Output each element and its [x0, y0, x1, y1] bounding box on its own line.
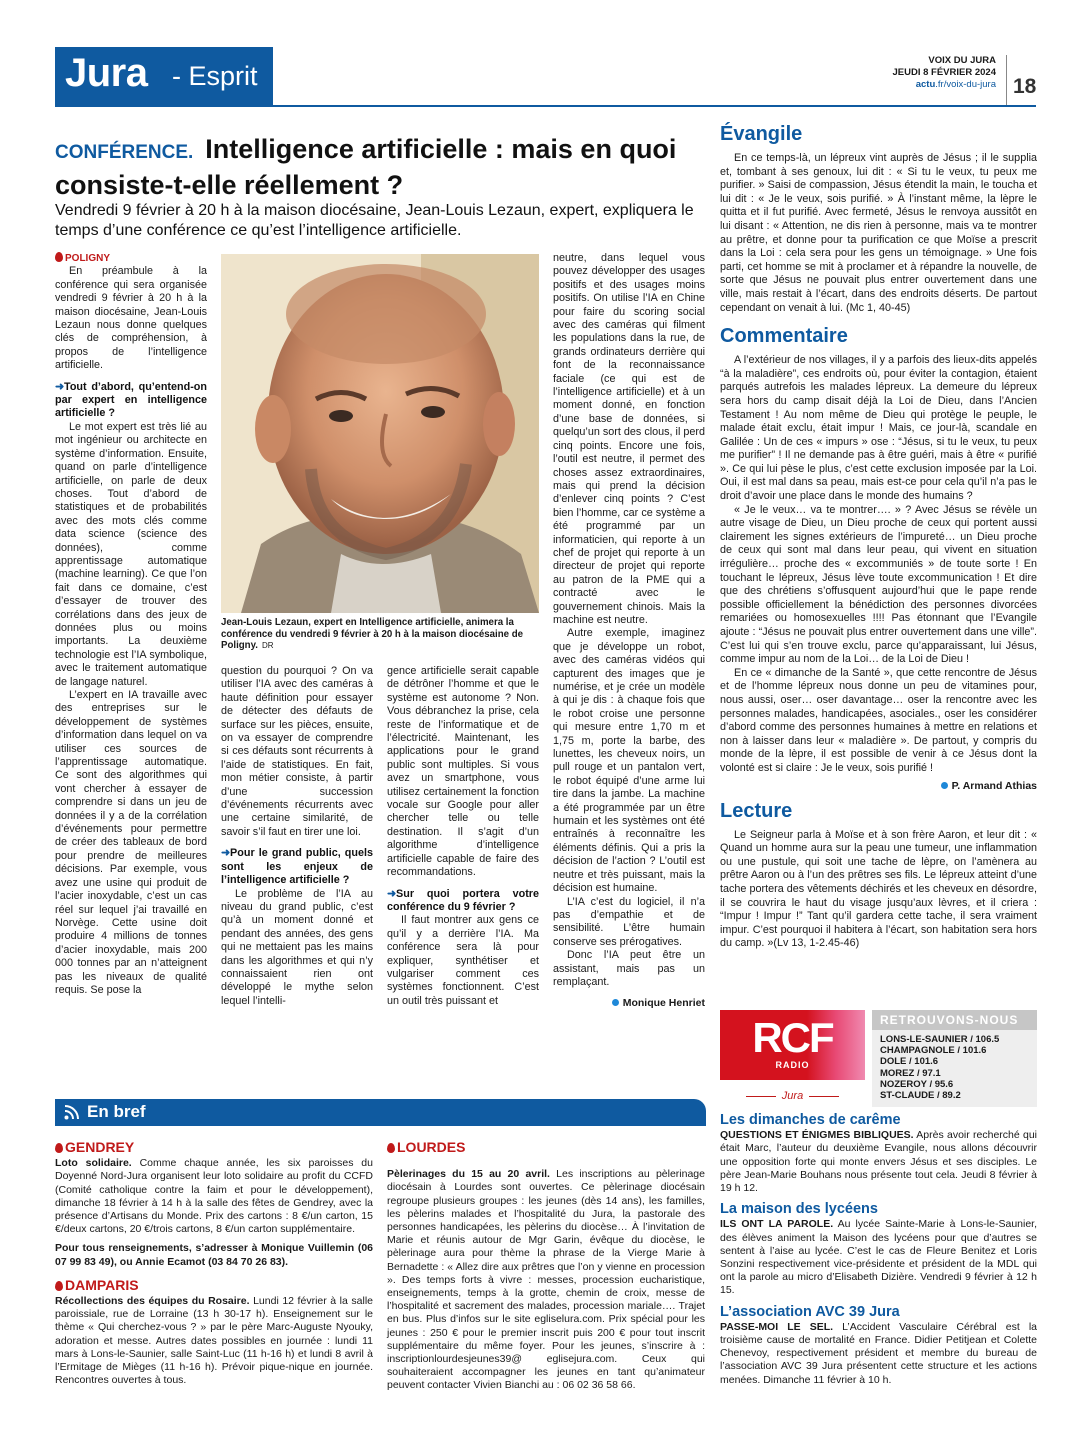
paper-name: VOIX DU JURA [928, 55, 996, 66]
commentaire-heading: Commentaire [720, 325, 848, 348]
masthead [893, 55, 997, 91]
subsection-title: - Esprit [172, 61, 258, 91]
paragraph: question du pourquoi ? On va utiliser l’IA avec des caméras à haute définition pour essayer de détecter des défauts de surface sur les pièces, ensuite, on va essayer de comprendre si ces défauts sont récurrents à l’aide de statistiques. En fait, mon métier consiste, à partir d’une succession d’événements récurrents avec une certaine similarité, de savoir s’il faut en tirer une loi. [221, 665, 373, 838]
article-chapo: Vendredi 9 février à 20 h à la maison diocésaine, Jean-Louis Lezaun, expert, expliquera le temps d’une conférence ce qu’est l’intelligence artificielle. [55, 202, 694, 239]
article-column-2 [221, 665, 373, 1008]
article-headline: Intelligence artificielle : mais en quoi consiste-t-elle réellement ? [55, 134, 677, 200]
commentaire-text: A l’extérieur de nos villages, il y a parfois des lieux-dits appelés “à la maladière”, ces endroits où, pour éviter la contagion, étaient parqués autrefois les malades lépreux. La demeure du lépreux sera hors du camp disait déjà la Loi de Dieu, dans l’Ancien Testament ! Au nom même de Dieu qui protège le peuple, le malade était exclu, était impur ! Mais, ce jour-là, scandale en Galilée : Un de ces « impurs » ose : “Jésus, si tu le veux, tu peux me purifier” ! Il ne demande pas à être guéri, mais à être « purifié ». Ce qui lui pèse le plus, c’est cette exclusion imposée par la Loi. Oui, il est mal dans sa peau, mais est-ce pour cela qu’il n’a pas le droit d’avoir une place dans le monde des humains ? « Je le veux… va te montrer…. » ? Avec Jésus se révèle un autre visage de Dieu, un Dieu proche de ceux qui portent aussi clairement les signes extérieurs de l’impureté… un Dieu proche de ceux qui sont mal dans leur peau, qui vivent en situation irrégulière… proche des « excommuniés » de toute sorte ! En touchant le lépreux, Jésus lève toute excommunication ! Et dire que des chrétiens s’offusquent aujourd’hui que le pape rende possible officiellement la bénédiction des personnes divorcées remariées ou homosexuelles !!!! Pas étonnant que l’Evangile ajoute : “Jésus ne pouvait plus entrer ouvertement dans une ville”. C’est lui qui s’en trouve exclu, parce qu’apparaissant, lui Jésus, comme impur au nom de la Loi… de la Loi de Dieu ! En ce « dimanche de la Santé », que cette rencontre de Jésus et de l’homme lépreux nous donne un peu de vitamines pour, nous aussi, oser… oser davantage… oser la rencontre avec les personnes malades, handicapées, asociales., oser les considérer d’abord comme des personnes humaines à mettre en relations et non à laisser dans leur « maladière ». De partout, y compris du monde de la lèpre, il est possible de venir à ce Jésus dont la volonté est si claire : Je le veux, sois purifié ! [720, 354, 1037, 774]
frequency-item: MOREZ / 97.1 [880, 1067, 941, 1079]
article-location: POLIGNY [55, 252, 207, 265]
location-pin-icon [387, 1143, 395, 1153]
paragraph: Le problème de l’IA au niveau du grand public, c’est qu’à un moment donné et pendant des années, des gens qui ne mettaient pas les mains dans les algorithmes et qui n’y connaissaient rien ont développé le mythe selon lequel l’intelli- [221, 887, 373, 1007]
question-1: ➜Tout d’abord, qu’entend-on par expert en intelligence artificielle ? [55, 380, 207, 420]
location-pin-icon [55, 1143, 63, 1153]
rcf-logo: RCF RADIO [720, 1010, 865, 1080]
frequency-item: DOLE / 101.6 [880, 1056, 939, 1068]
frequencies-heading: RETROUVONS-NOUS [872, 1010, 1037, 1030]
paragraph: Il faut montrer aux gens ce qu’il y a derrière l’IA. Ma conférence sera là pour expliquer, synthétiser et vulgariser comment ces systèmes fonctionnent. C’est un outil très puissant et [387, 914, 539, 1007]
article-title [55, 133, 705, 202]
right-column [720, 123, 1037, 951]
rcf-frequencies [872, 1010, 1037, 1107]
location-pin-icon [55, 1281, 63, 1291]
rss-icon [64, 1105, 79, 1120]
arrow-icon: ➜ [55, 380, 65, 393]
paragraph: L’expert en IA travaille avec des entreprises sur le développement de systèmes d’information dans lequel on va utiliser ces sources de l’apprentissage automatique. Ce sont des algorithmes qui vont chercher à essayer de comprendre si dans un jeu de données il y a de la corrélation d’événements pour permettre de créer des tableaux de bord pour prendre de meilleures décisions. Par exemple, vous avez une usine qui produit de l’acier inoxydable, c’est un cas réel sur lequel j’ai travaillé en Norvège. Cette usine doit produire 4 millions de tonnes d’acier inoxydable, mais 200 000 tonnes par an n’atteignent pas les niveaux de qualité requis. Se pose la [55, 689, 207, 996]
arrow-icon: ➜ [221, 847, 231, 860]
lecture-heading: Lecture [720, 799, 793, 822]
portrait-photo [221, 254, 539, 613]
arrow-icon: ➜ [387, 887, 397, 900]
evangile-heading: Évangile [720, 123, 803, 145]
gendrey-location: GENDREY [55, 1141, 373, 1154]
photo-caption: Jean-Louis Lezaun, expert en Intelligence artificielle, animera la conférence du vendredi 9 février à 20 h à la maison diocésaine de Poligny. DR [221, 617, 524, 651]
article-signature: Monique Henriet [553, 997, 705, 1010]
bref-gendrey: GENDREY Loto solidaire. Comme chaque année, les six paroisses du Doyenné Nord-Jura organisent leur loto solidaire au profit du CCFD (Comité catholique contre la faim et pour le développement), dimanche 18 février à 14 h à la salle des fêtes de Gendrey, avec la présence d’Artisans du Monde. Prix des cartons : 8 €/un carton, 15 €/deux cartons, 20 €/trois cartons, 8 €/un carton supplémentaire. Pour tous renseignements, s’adresser à Monique Vuillemin (06 07 99 83 49), ou Annie Ecamot (03 84 70 26 83). DAMPARIS Récollections des équipes du Rosaire. Lundi 12 février à la salle paroissiale, rue de Lorraine (13 h 30-17 h). Enseignement sur le thème « Qui cherchez-vous ? » par le père Marc-Auguste Nyouky, adoration et messe. Autres dates possibles en journée : lundi 11 mars à Lons-le-Saunier, salle Saint-Luc (11 h-16 h) et lundi 8 avril à l’Ermitage de Mièges (11 h-16 h). Prévoir pique-nique en journée. Rencontres ouvertes à tous. [55, 1139, 373, 1387]
gendrey-contact: Pour tous renseignements, s’adresser à Monique Vuillemin (06 07 99 83 49), ou Annie Ecamot (03 84 70 26 83). [55, 1242, 373, 1268]
issue-date: JEUDI 8 FÉVRIER 2024 [892, 67, 996, 78]
lecture-text: Le Seigneur parla à Moïse et à son frère Aaron, et leur dit : « Quand un homme aura sur la peau une tumeur, une inflammation ou une pustule, qui soit une tache de lèpre, on l’amènera au prêtre Aaron ou à l’un des prêtres ses fils. Le lépreux atteint d’une tache portera des vêtements déchirés et les cheveux en désordre, il se couvrira le haut du visage jusqu’aux lèvres, et il criera : “Impur ! Impur !” Tant qu’il gardera cette tache, il sera vraiment impur. C’est pourquoi il habitera à l’écart, son habitation sera hors du camp. »(Lv 13, 1-2.45-46) [720, 828, 1037, 950]
paragraph: Donc l’IA peut être un assistant, mais pas un remplaçant. [553, 949, 705, 988]
section-title: Jura [65, 51, 148, 95]
lyceens-heading: La maison des lycéens [720, 1201, 878, 1218]
article-column-4 [553, 252, 705, 1011]
frequency-list [872, 1030, 1037, 1105]
paragraph: Le mot expert est très lié au mot ingénieur ou architecte en système d’information. Ensuite, quand on parle d’intelligence artificielle, on parle de deux choses. Tout d’abord de statistiques et de probabilités avec des mots clés comme data science (science des données), comme apprentissage automatique (machine learning). Ce que l’on fait dans ce domaine, c’est d’essayer de trouver des corrélations dans des jeux de données plus ou moins importants. La deuxième technologie est l’IA symbolique, avec le traitement automatique de langage naturel. [55, 420, 207, 688]
commentaire-signature: P. Armand Athias [720, 780, 1037, 792]
question-3: ➜Sur quoi portera votre conférence du 9 février ? [387, 887, 539, 913]
bref-rcf-programmes: Les dimanches de carême QUESTIONS ET ÉNIGMES BIBLIQUES. Après avoir recherché qui était Marc, l’auteur du deuxième Evangile, nous allons découvrir une opposition forte qui monte envers Jésus et ses disciples. Le père Jean-Marie Bouhans nous présente tout cela. Jeudi 8 février à 19 h 12. La maison des lycéens ILS ONT LA PAROLE. Au lycée Sainte-Marie à Lons-le-Saunier, des élèves animent la Maison des lycéens pour que d’autres se sentent à l’aise au lycée. C’est le cas de Fleure Benitez et Loris Sonzini respectivement vice-présidente et président de la MDL qui ont la parole au micro d’Elisabeth Dizière. Vendredi 9 février à 12 h 15. L’association AVC 39 Jura PASSE-MOI LE SEL. L’Accident Vasculaire Cérébral est la troisième cause de mortalité en France. Didier Petitjean et Colette Chenevoy, respectivement président et membre du bureau de l’association AVC 39 Jura présentent cette structure et les actions menées. Dimanche 11 février à 10 h. [720, 1112, 1037, 1386]
lourdes-location: LOURDES [387, 1141, 705, 1154]
article-column-1 [55, 252, 207, 997]
paragraph: L’IA c’est du logiciel, il n’a pas d’empathie et de sensibilité. L’être humain conserve ses prérogatives. [553, 895, 705, 948]
frequency-item: ST-CLAUDE / 89.2 [880, 1090, 961, 1102]
frequency-item: CHAMPAGNOLE / 101.6 [880, 1045, 987, 1057]
page-number: 18 [1006, 55, 1040, 105]
section-tab [55, 47, 273, 107]
bullet-icon [612, 999, 619, 1006]
careme-heading: Les dimanches de carême [720, 1112, 901, 1128]
en-bref-banner [55, 1099, 706, 1126]
question-2: ➜Pour le grand public, quels sont les enjeux de l’intelligence artificielle ? [221, 847, 373, 887]
header-rule [55, 105, 1036, 107]
frequency-item: LONS-LE-SAUNIER / 106.5 [880, 1034, 1000, 1045]
article-column-3 [387, 665, 539, 1008]
paragraph: gence artificielle serait capable de détrôner l’homme et que le système est autonome ? Non. Vous débranchez la prise, cela reste de l’informatique et de l’électricité. Maintenant, les applications pour le grand public sont multiples. Si vous avez un smartphone, vous utilisez certainement la fonction vocale sur Google pour aller chercher telle ou telle destination. Il s’agit d’un algorithme d’intelligence artificielle capable de faire des recommandations. [387, 665, 539, 879]
web-address[interactable]: actu.fr/voix-du-jura [915, 79, 996, 90]
rcf-logo-box [720, 1010, 865, 1105]
location-pin-icon [55, 252, 63, 262]
bullet-icon [941, 782, 948, 789]
paragraph: Autre exemple, imaginez que je développe un robot, avec des caméras vidéos qui capturent des images que je numérise, et je crée un modèle à qui je dis : à chaque fois que le robot croise une personne qui mesure entre 1,70 m et 1,75 m, porte la barbe, des lunettes, les cheveux noirs, un pull rouge et un pantalon vert, le robot équipé d’une arme lui tire dans la jambe. La machine a été programmée par un être humain et les systèmes ont été entraînés à reconnaître les éléments définis. Qui a pris la décision de l’action ? L’outil est neutre et très puissant, mais la décision est humaine. [553, 627, 705, 895]
paragraph: neutre, dans lequel vous pouvez développer des usages positifs et des usages moins positifs. On utilise l’IA en Chine pour faire du scoring social avec des caméras qui filment les populations dans la rue, de grands ordinateurs derrière qui font de la reconnaissance faciale (ce qui est de l’intelligence artificielle) et à un moment donné, en fonction d’une base de données, si quelqu’un sort des clous, il perd cinq points. Encore une fois, l’outil est neutre, il permet des choses assez extraordinaires, mais qui prend la décision d’enlever cinq points ? C’est bien l’homme, car ce système a été programmé par un informaticien, qui reporte à un chef de projet qui reporte à un directeur de projet qui reporte au patron de la PME qui a contracté avec le gouvernement chinois. Mais la machine est neutre. [553, 252, 705, 626]
photo-credit: DR [261, 641, 274, 650]
evangile-text: En ce temps-là, un lépreux vint auprès de Jésus ; il le supplia et, tombant à ses genoux, lui dit : « Si tu le veux, tu peux me purifier. » Saisi de compassion, Jésus étendit la main, le toucha et lui dit : « Je le veux, sois purifié. » À l’instant même, la lèpre le quitta et il fut purifié. Avec fermeté, Jésus le renvoya aussitôt en lui disant : « Attention, ne dis rien à personne, mais va te montrer au prêtre, et donne pour ta purification ce que Moïse a prescrit dans la Loi : cela sera pour les gens un témoignage. » Une fois parti, cet homme se mit à proclamer et à répandre la nouvelle, de sorte que Jésus ne pouvait plus entrer ouvertement dans une ville, mais restait à l’écart, dans des endroits déserts. De partout cependant on venait à lui. (Mc 1, 40-45) [720, 152, 1037, 314]
paragraph: En préambule à la conférence qui sera organisée vendredi 9 février à 20 h à la maison diocésaine, Jean-Louis Lezaun nous donne quelques clés de compréhension, à propos de l’intelligence artificielle. [55, 265, 207, 372]
en-bref-title: En bref [87, 1102, 146, 1121]
article-kicker: CONFÉRENCE. [55, 142, 194, 163]
rcf-region: Jura [720, 1090, 865, 1102]
damparis-location: DAMPARIS [55, 1279, 373, 1292]
frequency-item: NOZEROY / 95.6 [880, 1078, 954, 1090]
portrait-illustration [221, 254, 539, 613]
bref-lourdes: LOURDES Pèlerinages du 15 au 20 avril. Les inscriptions au pèlerinage diocésain à Lourdes sont ouvertes. Ce pèlerinage diocésain regroupe plusieurs groupes : les jeunes (dès 14 ans), les familles, les pèlerins malades et l’hospitalité du Jura, la pastorale des personnes handicapées, les pèlerins du diocèse… À l’invitation de Marie et réunis autour de Mgr Garin, évêque du diocèse, le pèlerinage aura pour thème la phrase de la Vierge Marie à Bernadette : « Allez dire aux prêtres que l’on y vienne en procession ». Des temps forts à vivre : messes, procession eucharistique, enseignements, temps à la grotte, chemin de croix, messe de l’hospitalité et sacrement des malades, procession mariale…. Trajet en bus. Plus d’infos sur le site egliselura.com. Prix spécial pour les jeunes : 250 € pour le premier inscrit puis 200 € pour tout inscrit supplémentaire du même foyer. Pour les jeunes, s’inscrire à : inscriptionlourdesjeunes39@ eglisejura.com. Ceux qui souhaiteraient accompagner les jeunes en tant qu’animateur peuvent contacter Vivien Bianchi au : 06 02 36 58 66. [387, 1139, 705, 1392]
avc-heading: L’association AVC 39 Jura [720, 1303, 900, 1320]
